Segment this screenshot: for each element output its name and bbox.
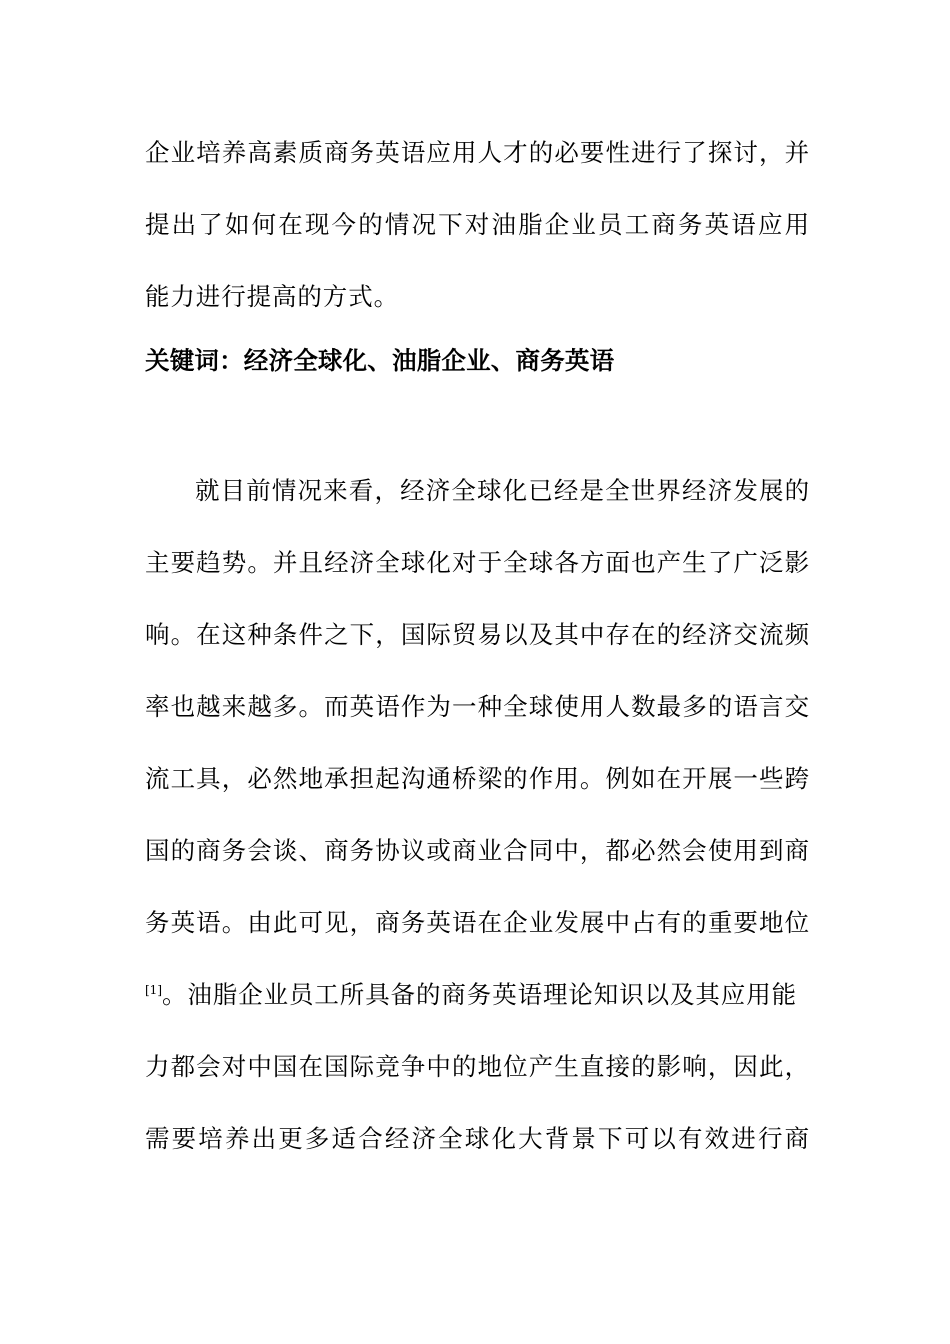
abstract-line-2: 提出了如何在现今的情况下对油脂企业员工商务英语应用 bbox=[145, 210, 810, 239]
keywords-line: 关键词：经济全球化、油脂企业、商务英语 bbox=[145, 346, 615, 375]
body-line-8 bbox=[145, 979, 810, 1011]
citation-reference: [1] bbox=[145, 982, 162, 997]
abstract-line-1: 企业培养高素质商务英语应用人才的必要性进行了探讨，并 bbox=[145, 138, 810, 167]
body-line-1: 就目前情况来看，经济全球化已经是全世界经济发展的 bbox=[195, 476, 810, 505]
body-line-8-text: 。油脂企业员工所具备的商务英语理论知识以及其应用能 bbox=[162, 980, 797, 1009]
body-line-2: 主要趋势。并且经济全球化对于全球各方面也产生了广泛影 bbox=[145, 548, 810, 577]
body-line-5: 流工具，必然地承担起沟通桥梁的作用。例如在开展一些跨 bbox=[145, 764, 810, 793]
body-line-9: 力都会对中国在国际竞争中的地位产生直接的影响，因此， bbox=[145, 1052, 810, 1081]
body-line-7: 务英语。由此可见，商务英语在企业发展中占有的重要地位 bbox=[145, 908, 810, 937]
body-line-3: 响。在这种条件之下，国际贸易以及其中存在的经济交流频 bbox=[145, 620, 810, 649]
abstract-line-3: 能力进行提高的方式。 bbox=[145, 282, 399, 311]
body-line-4: 率也越来越多。而英语作为一种全球使用人数最多的语言交 bbox=[145, 692, 810, 721]
body-line-6: 国的商务会谈、商务协议或商业合同中，都必然会使用到商 bbox=[145, 836, 810, 865]
body-line-10: 需要培养出更多适合经济全球化大背景下可以有效进行商 bbox=[145, 1124, 810, 1153]
